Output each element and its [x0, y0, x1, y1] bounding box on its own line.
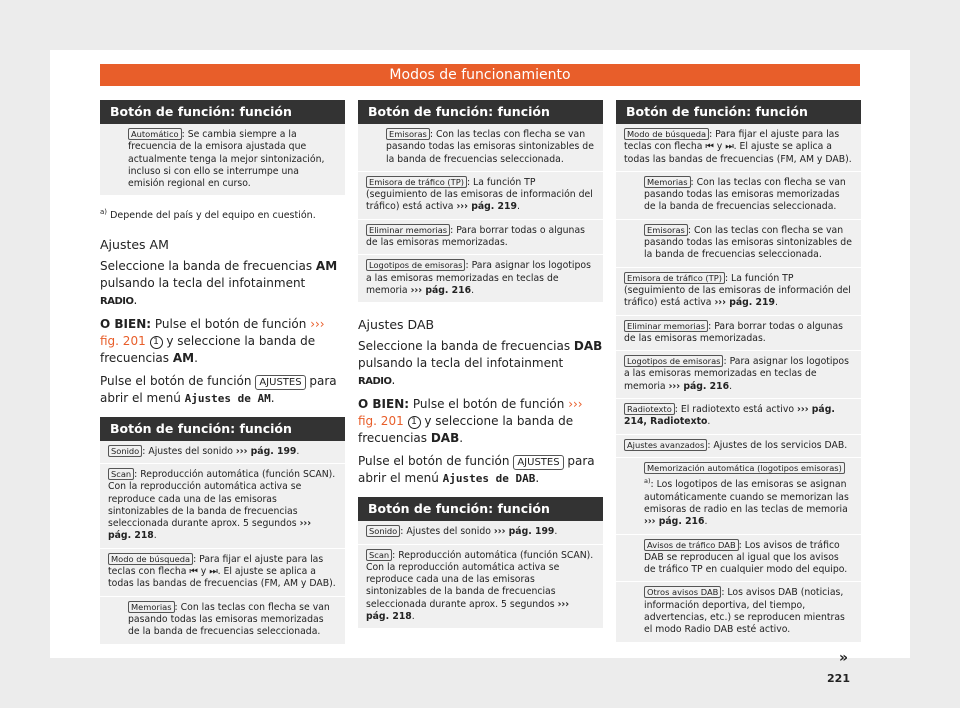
table-title: Botón de función: función — [616, 100, 861, 124]
table-title: Botón de función: función — [100, 417, 345, 441]
function-table-3 — [358, 100, 603, 303]
table-row: Sonido : Ajustes del sonido ››› pág. 199. — [358, 521, 603, 544]
table-row: Emisora de tráfico (TP) : La función TP (seguimiento de las emisoras de información del tráfico) está activa ››› pág. 219. — [616, 268, 861, 316]
am-paragraph-3: Pulse el botón de función AJUSTES para abrir el menú Ajustes de AM. — [100, 373, 337, 405]
page-link[interactable]: ››› pág. 219 — [456, 201, 517, 213]
am-heading: Ajustes AM — [100, 236, 169, 252]
function-table-5 — [616, 100, 861, 643]
continue-mark: » — [838, 650, 848, 666]
radio-key: RADIO — [100, 295, 134, 307]
dab-paragraph-1: Seleccione la banda de frecuencias DAB pulsando la tecla del infotainment RADIO. — [358, 339, 603, 388]
table-row: Scan : Reproducción automática (función SCAN). Con la reproducción automática activa se reproduce cada una de las emisoras sintonizables de la banda de frecuencias seleccionada durante aprox. 5 segundos ››› pág. 218. — [100, 464, 345, 549]
radio-key: RADIO — [358, 376, 392, 388]
table-row: Sonido : Ajustes del sonido ››› pág. 199. — [100, 441, 345, 464]
page-link[interactable]: ››› pág. 216 — [668, 380, 730, 392]
row-text: : Se cambia siempre a la frecuencia de la emisora ajustada que actualmente tenga la mejor sintonización, incluso si con ello se interrumpe una emisión regional en curso. — [128, 129, 325, 190]
function-tag: Automático — [128, 128, 182, 140]
table-row: Eliminar memorias : Para borrar todas o algunas de las emisoras memorizadas. — [616, 316, 861, 352]
footnote-text: Depende del país y del equipo en cuestión. — [110, 210, 316, 222]
table-row: Emisora de tráfico (TP) : La función TP (seguimiento de las emisoras de información del tráfico) está activa ››› pág. 219. — [358, 172, 603, 220]
am-paragraph-2: O BIEN: Pulse el botón de función ››› fig. 201 1 y seleccione la banda de frecuencias AM. — [100, 316, 325, 365]
table-row: Radiotexto : El radiotexto está activo ››› pág. 214, Radiotexto. — [616, 399, 861, 435]
table-row: Ajustes avanzados : Ajustes de los servicios DAB. — [616, 435, 861, 458]
menu-name: Ajustes de DAB — [442, 472, 536, 486]
table-row: Emisoras : Con las teclas con flecha se van pasando todas las emisoras sintonizables de la banda de frecuencias seleccionada. — [358, 124, 603, 172]
footnote — [100, 206, 345, 222]
figure-link[interactable]: ››› fig. 201 — [100, 316, 325, 348]
function-table-2 — [100, 417, 345, 645]
table-row: Modo de búsqueda : Para fijar el ajuste para las teclas con flecha ⏮ y ⏭. El ajuste se aplica a todas las bandas de frecuencias (FM, AM y DAB). — [616, 124, 861, 172]
callout-number: 1 — [150, 336, 163, 349]
table-row: Scan : Reproducción automática (función SCAN). Con la reproducción automática activa se reproduce cada una de las emisoras sintonizables de la banda de frecuencias seleccionada durante aprox. 5 segundos ››› pág. 218. — [358, 545, 603, 630]
function-table-4 — [358, 497, 603, 629]
table-row: Logotipos de emisoras : Para asignar los logotipos a las emisoras memorizadas en teclas de memoria ››› pág. 216. — [358, 255, 603, 303]
dab-paragraph-2: O BIEN: Pulse el botón de función ››› fig. 201 1 y seleccione la banda de frecuencias DAB. — [358, 397, 583, 446]
page-link[interactable]: ››› pág. 199 — [493, 526, 555, 538]
page-link[interactable]: ››› pág. 218 — [108, 518, 312, 542]
am-paragraph-1: Seleccione la banda de frecuencias AM pulsando la tecla del infotainment RADIO. — [100, 258, 338, 307]
manual-page — [50, 50, 910, 685]
dab-heading: Ajustes DAB — [358, 317, 435, 333]
figure-link[interactable]: ››› fig. 201 — [358, 397, 583, 429]
section-header: Modos de funcionamiento — [100, 64, 860, 86]
dab-paragraph-3: Pulse el botón de función AJUSTES para abrir el menú Ajustes de DAB. — [358, 454, 595, 486]
table-row: Logotipos de emisoras : Para asignar los logotipos a las emisoras memorizadas en teclas de memoria ››› pág. 216. — [616, 351, 861, 399]
table-title: Botón de función: función — [100, 100, 345, 124]
column-1 — [100, 100, 345, 645]
table-row: Eliminar memorias : Para borrar todas o algunas de las emisoras memorizadas. — [358, 220, 603, 256]
table-title: Botón de función: función — [358, 100, 603, 124]
page-number: 221 — [827, 672, 850, 685]
table-row: Emisoras : Con las teclas con flecha se van pasando todas las emisoras sintonizables de la banda de frecuencias seleccionada. — [616, 220, 861, 268]
ajustes-button: AJUSTES — [255, 375, 305, 390]
footnote-mark: a) — [100, 208, 108, 217]
table-row: Memorias : Con las teclas con flecha se van pasando todas las emisoras memorizadas de la banda de frecuencias seleccionada. — [616, 172, 861, 220]
page-link[interactable]: ››› pág. 216 — [644, 516, 705, 528]
table-title: Botón de función: función — [358, 497, 603, 521]
table-row: Modo de búsqueda : Para fijar el ajuste para las teclas con flecha ⏮ y ⏭. El ajuste se aplica a todas las bandas de frecuencias (FM, AM y DAB). — [100, 549, 345, 597]
column-3 — [616, 100, 861, 643]
menu-name: Ajustes de AM — [184, 391, 271, 405]
function-table-1 — [100, 100, 345, 196]
table-row: Avisos de tráfico DAB : Los avisos de tráfico DAB se reproducen al igual que los avisos de tráfico TP en cualquier modo del equipo. — [616, 535, 861, 583]
table-row: Memorias : Con las teclas con flecha se van pasando todas las emisoras memorizadas de la banda de frecuencias seleccionada. — [100, 597, 345, 645]
page-link[interactable]: ››› pág. 219 — [714, 297, 775, 309]
callout-number: 1 — [408, 416, 421, 429]
table-row — [100, 124, 345, 196]
page-link[interactable]: ››› pág. 218 — [366, 598, 570, 623]
ajustes-button: AJUSTES — [513, 455, 563, 470]
column-2 — [358, 100, 603, 629]
page-link[interactable]: ››› pág. 216 — [410, 284, 472, 296]
page-link[interactable]: ››› pág. 214, Radiotexto — [624, 404, 835, 428]
page-link[interactable]: ››› pág. 199 — [235, 445, 297, 457]
table-row: Memorización automática (logotipos emisoras)$^{a)}$: Los logotipos de las emisoras se asignan automáticamente cuando se memorizan las emisoras de radio en las teclas de memoria ››› pág. 216. — [616, 458, 861, 535]
table-row: Otros avisos DAB : Los avisos DAB (noticias, información deportiva, del tiempo, advertencias, etc.) se reproducen mientras el modo Radio DAB esté activo. — [616, 582, 861, 642]
